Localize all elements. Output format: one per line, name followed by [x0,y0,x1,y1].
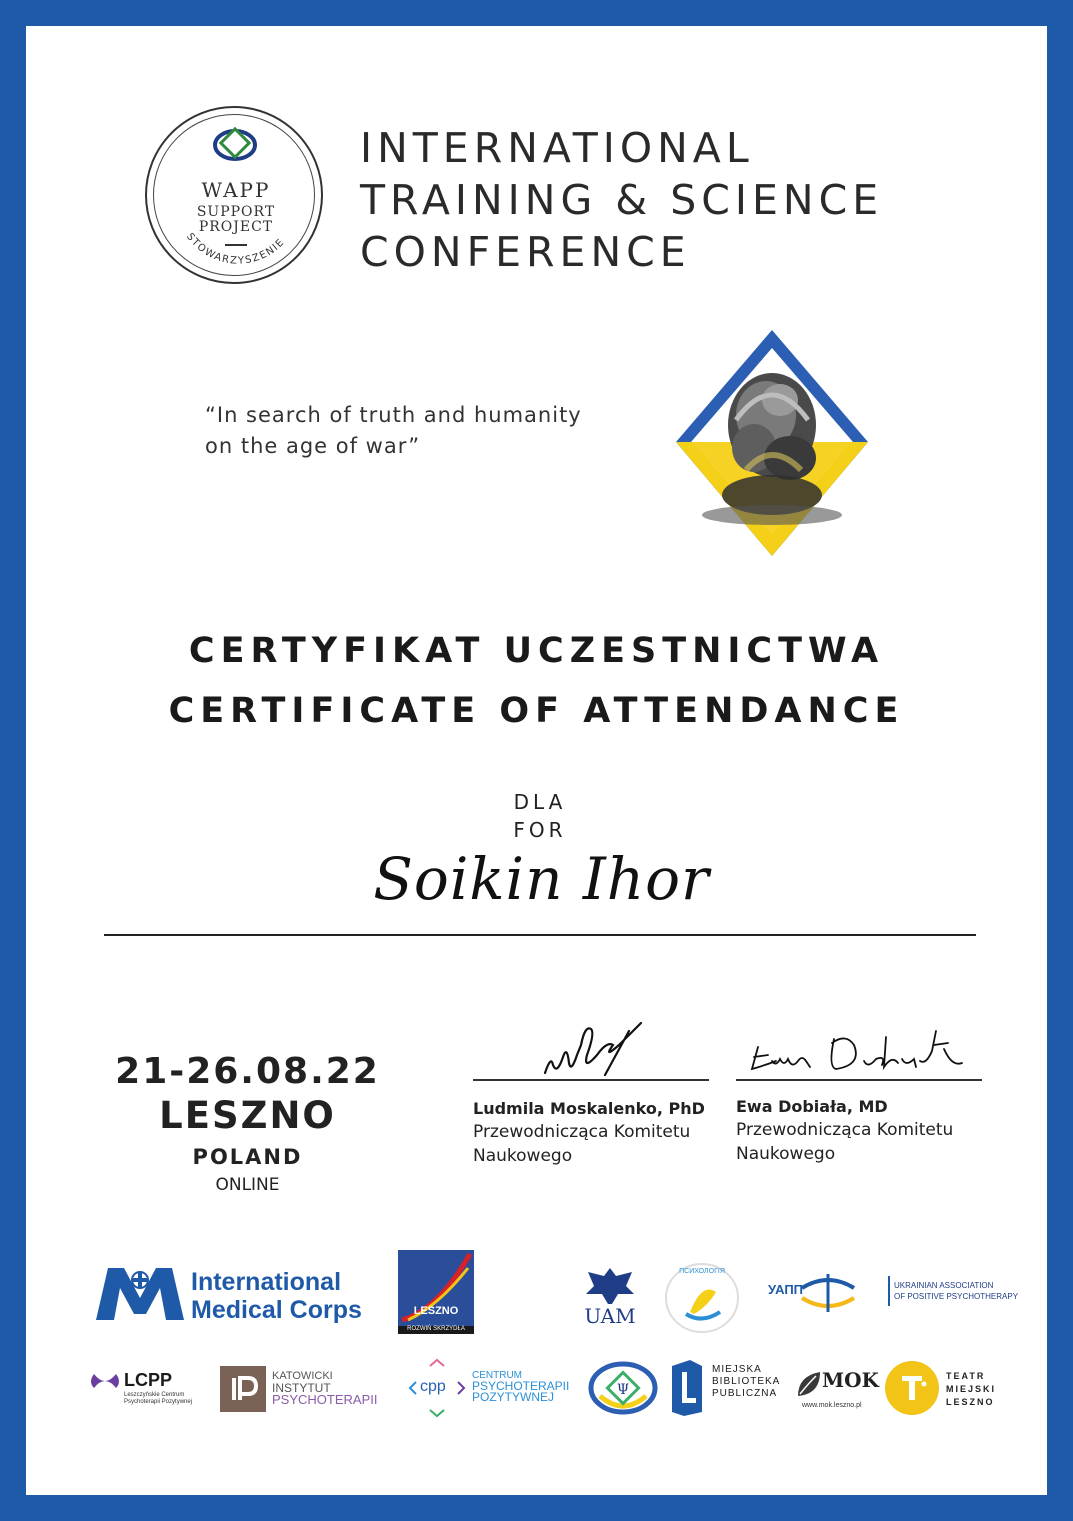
uapp-name-line: OF POSITIVE PSYCHOTHERAPY [894,1292,1019,1301]
teatr-name-line: MIEJSKI [946,1384,997,1394]
signature-line [736,1079,982,1081]
teatr-name-line: TEATR [946,1371,986,1381]
seal-subtitle-line: PROJECT [198,219,274,235]
signer-role [473,1120,709,1168]
uapp-name-line: UKRAINIAN ASSOCIATION [894,1281,994,1290]
conference-title-line: CONFERENCE [360,228,691,276]
signer-block-moskalenko [473,1015,709,1168]
centrum-psychoterapii-pozytywnej-logo [406,1358,582,1418]
leszno-city-logo [398,1250,474,1334]
signature-dobiala [736,1015,972,1079]
certificate-title-english: CERTIFICATE OF ATTENDANCE [168,691,905,731]
cpp-name-line: PSYCHOTERAPII [472,1379,570,1393]
miejska-biblioteka-publiczna-logo [670,1358,782,1418]
cpp-full-name [472,1370,569,1403]
library-book-icon [670,1358,704,1416]
for-label-english: FOR [513,818,567,842]
signature-moskalenko [473,1015,709,1079]
teatr-t-icon [884,1360,940,1416]
svg-text:STOWARZYSZENIE: STOWARZYSZENIE [184,231,288,267]
mok-url: www.mok.leszno.pl [802,1402,862,1409]
conference-title-line: TRAINING & SCIENCE [360,176,884,224]
kip-ip-icon [220,1366,266,1412]
katowicki-instytut-psychoterapii-logo [220,1364,396,1414]
imc-emblem-icon [94,1264,186,1324]
certificate-title-polish: CERTYFIKAT UCZESTNICTWA [188,631,885,671]
lcpp-label: LCPP [124,1370,173,1390]
ukraine-diamond-artwork [676,330,868,556]
library-name-line: PUBLICZNA [712,1388,778,1399]
imc-name [191,1268,362,1324]
conference-title-line: INTERNATIONAL [360,124,754,172]
lcpp-subtitle [124,1392,192,1406]
recipient-underline [104,934,976,936]
event-dates: 21-26.08.22 [115,1051,380,1092]
lcpp-subtitle-line: Psychoterapii Pozytywnej [124,1399,193,1405]
uam-university-logo [582,1264,638,1332]
signer-role-line: Przewodnicząca Komitetu [473,1122,691,1142]
cpp-name-line: POZYTYWNEJ [472,1390,555,1404]
international-medical-corps-logo [94,1264,364,1326]
leszno-label: LESZNO [413,1305,459,1317]
cpp-short-name: cpp [420,1378,446,1395]
signer-role-line: Przewodnicząca Komitetu [736,1120,954,1140]
kip-name-line: KATOWICKI [272,1370,333,1382]
mok-label: MOK [822,1368,879,1392]
event-city: LESZNO [159,1094,336,1137]
mok-leszno-logo [794,1362,879,1414]
kip-name-line: INSTYTUT [272,1381,331,1395]
kip-name [272,1370,377,1406]
mok-leaf-icon [794,1368,824,1400]
eagle-icon [582,1264,638,1308]
seal-subtitle-line: SUPPORT [196,204,276,220]
conference-motto [205,400,645,462]
psi-diamond-logo [588,1360,658,1416]
event-country: POLAND [192,1145,303,1169]
motto-line: on the age of war” [205,434,421,458]
leszno-emblem-icon [398,1250,474,1334]
imc-name-line: Medical Corps [191,1296,362,1324]
lcpp-subtitle-line: Leszczyńskie Centrum [124,1392,185,1398]
signer-block-dobiala [736,1015,982,1166]
seal-arc-text [147,108,325,286]
library-name-line: MIEJSKA [712,1364,762,1375]
wapp-seal-logo [145,106,323,284]
teatr-miejski-leszno-logo [884,1360,997,1418]
library-name [712,1364,780,1400]
signer-role [736,1118,982,1166]
event-mode: ONLINE [215,1175,280,1195]
signer-name: Ewa Dobiała, MD [736,1097,888,1116]
psychology-faculty-logo [664,1262,740,1334]
seal-title: WAPP [201,178,271,202]
for-label-polish: DLA [513,790,567,814]
teatr-name [946,1370,996,1409]
event-info [100,1050,395,1198]
cpp-name-line: CENTRUM [472,1370,522,1381]
signer-role-line: Naukowego [473,1146,573,1166]
ukrainian-association-positive-psychotherapy-logo [768,1268,1019,1318]
psi-emblem-icon [588,1360,658,1416]
uam-label: UAM [584,1304,636,1328]
conference-title [360,122,1000,278]
signer-role-line: Naukowego [736,1144,836,1164]
library-name-line: BIBLIOTEKA [712,1376,781,1387]
psychology-label: ПСИХОЛОГІЯ [679,1268,725,1275]
uapp-full-name [894,1280,1018,1302]
imc-name-line: International [191,1268,342,1296]
trident-icon [798,1268,858,1318]
leszno-tagline: ROZWIŃ SKRZYDŁA [407,1326,465,1332]
teatr-name-line: LESZNO [946,1397,995,1407]
signature-line [473,1079,709,1081]
motto-line: “In search of truth and humanity [205,403,582,427]
uapp-divider [888,1276,890,1306]
lcpp-knot-icon [88,1368,122,1394]
svg-text:Ψ: Ψ [616,1382,630,1398]
kip-name-line: PSYCHOTERAPII [272,1392,378,1407]
uapp-short-name: УАПП [768,1282,804,1297]
embracing-figures-image [676,330,868,556]
signer-name: Ludmila Moskalenko, PhD [473,1099,705,1118]
recipient-name: Soikin Ihor [373,845,710,913]
lcpp-logo [88,1366,206,1410]
